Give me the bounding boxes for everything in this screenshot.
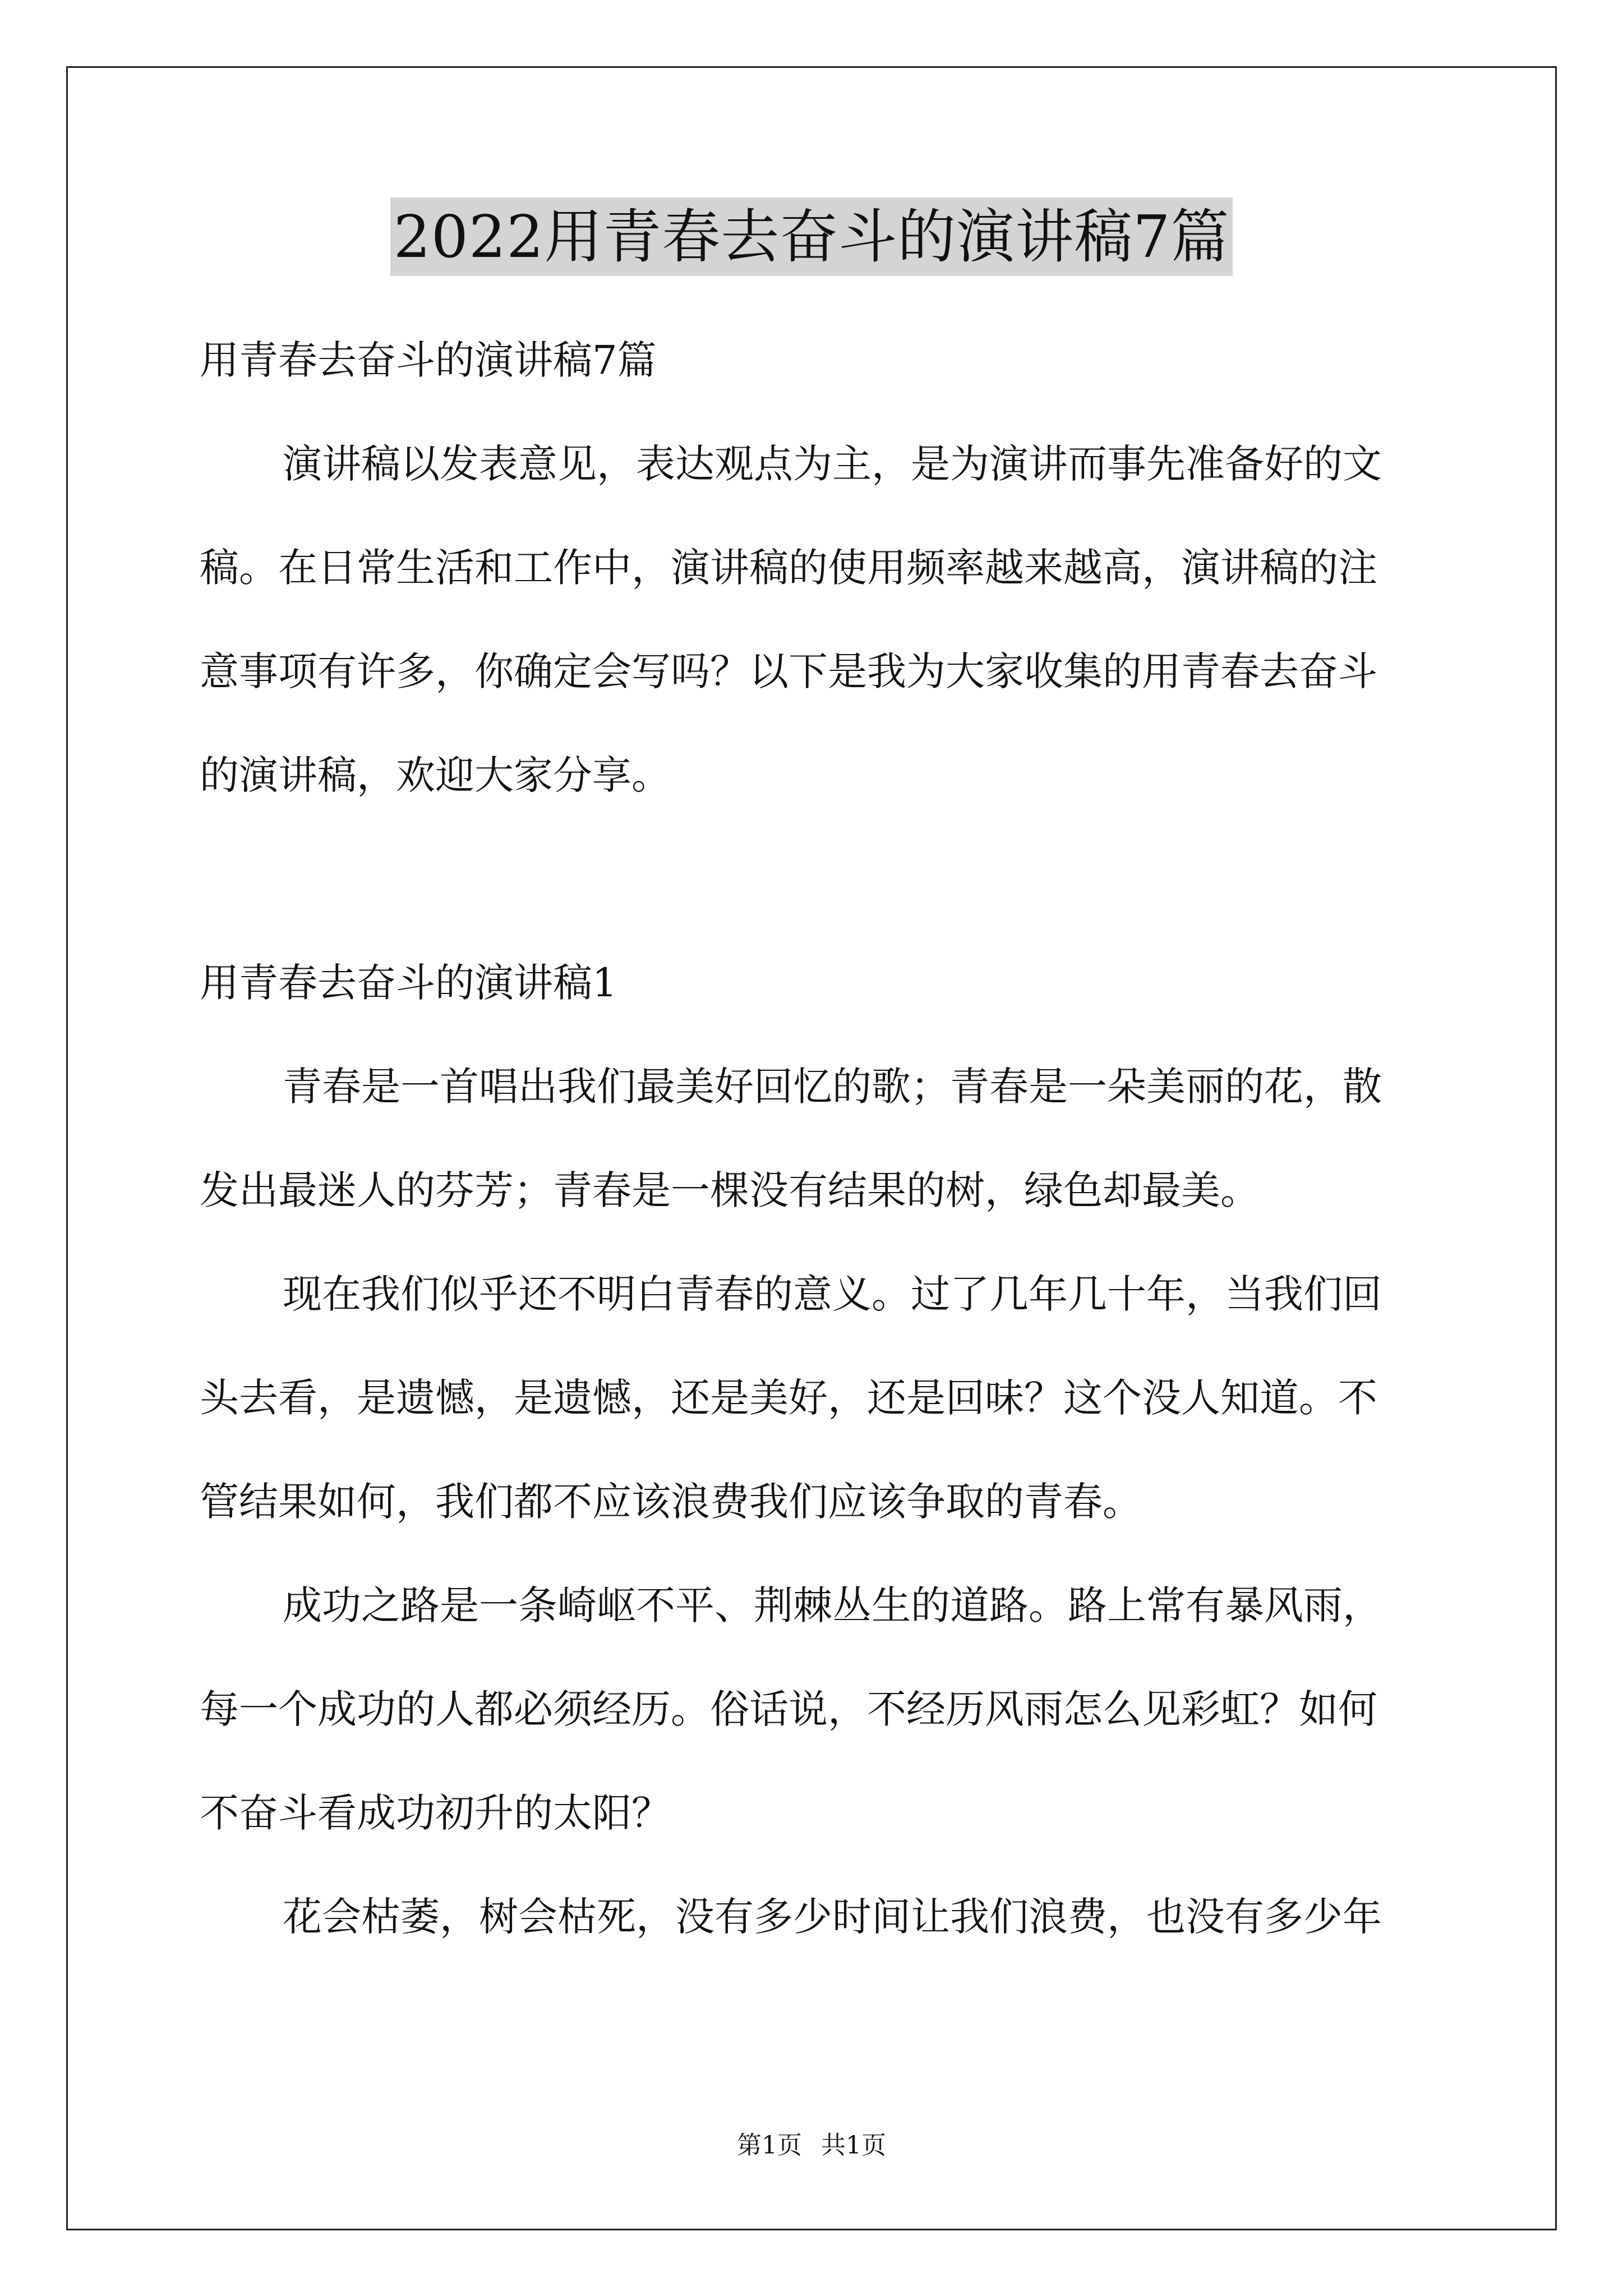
paragraph-line: 管结果如何，我们都不应该浪费我们应该争取的青春。 [200, 1479, 1142, 1525]
document-title: 2022用青春去奋斗的演讲稿7篇 [390, 197, 1233, 276]
paragraph-line: 花会枯萎，树会枯死，没有多少时间让我们浪费，也没有多少年 [283, 1894, 1382, 1940]
paragraph-line: 发出最迷人的芬芳；青春是一棵没有结果的树，绿色却最美。 [200, 1167, 1260, 1213]
paragraph-2 [200, 1243, 1433, 1554]
paragraph-line: 演讲稿以发表意见，表达观点为主，是为演讲而事先准备好的文 [283, 441, 1382, 487]
spacer [200, 827, 1433, 931]
paragraph-line: 每一个成功的人都必须经历。俗话说，不经历风雨怎么见彩虹？如何 [200, 1686, 1377, 1732]
paragraph-line: 的演讲稿，欢迎大家分享。 [200, 752, 671, 798]
page-total: 共1页 [821, 2131, 886, 2160]
paragraph-line: 成功之路是一条崎岖不平、荆棘丛生的道路。路上常有暴风雨， [283, 1582, 1382, 1628]
title-container [0, 197, 1623, 276]
page-number: 第1页 [737, 2131, 802, 2160]
paragraph-line: 不奋斗看成功初升的太阳？ [200, 1790, 671, 1836]
page-footer [0, 2129, 1623, 2162]
document-body [200, 309, 1433, 1969]
intro-paragraph [200, 412, 1433, 827]
paragraph-line: 青春是一首唱出我们最美好回忆的歌；青春是一朵美丽的花，散 [283, 1064, 1382, 1110]
paragraph-line: 头去看，是遗憾，是遗憾，还是美好，还是回味？这个没人知道。不 [200, 1375, 1377, 1421]
paragraph-4 [200, 1865, 1433, 1969]
paragraph-line: 稿。在日常生活和工作中，演讲稿的使用频率越来越高，演讲稿的注 [200, 545, 1377, 591]
paragraph-line: 现在我们似乎还不明白青春的意义。过了几年几十年，当我们回 [283, 1271, 1382, 1317]
paragraph-3 [200, 1554, 1433, 1865]
section-heading: 用青春去奋斗的演讲稿1 [200, 960, 617, 1006]
paragraph-1 [200, 1035, 1433, 1243]
subtitle: 用青春去奋斗的演讲稿7篇 [200, 337, 657, 383]
paragraph-line: 意事项有许多，你确定会写吗？以下是我为大家收集的用青春去奋斗 [200, 648, 1377, 694]
